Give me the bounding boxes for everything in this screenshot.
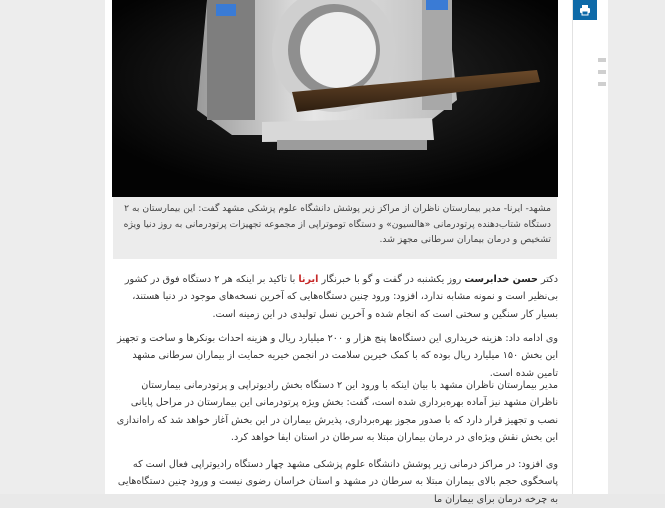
left-gutter	[0, 0, 105, 494]
p1-post: با تاکید بر اینکه هر ۲ دستگاه فوق در کشور بی‌نظیر است و نمونه مشابه ندارد، افزود: ورود چنین دستگاه‌هایی که آخرین نسخه‌های موجود در دنیا هستند، بسیار کار سنگین و سختی است که انجام شده و آخرین نسل تولیدی در این زمینه است.	[124, 274, 558, 320]
article-paragraph-3: مدیر بیمارستان ناظران مشهد با بیان اینکه با ورود این ۲ دستگاه بخش رادیوتراپی و پرتودرمانی بیمارستان ناظران مشهد نیز آماده بهره‌برداری شده است، گفت: بخش ویژه پرتودرمانی این بیمارستان در مراحل پایانی نصب و تجهیز قرار دارد که با صدور مجوز بهره‌برداری، پذیرش بیماران در این بخش آغاز خواهد شد که راه‌اندازی این بخش نقش ویژه‌ای در درمان بیماران مبتلا به سرطان در استان ایفا خواهد کرد.	[116, 380, 558, 444]
printer-icon	[579, 4, 591, 16]
rail-item-marker	[598, 70, 606, 74]
p1-pre: دکتر	[537, 274, 558, 285]
article-paragraph-4: وی افزود: در مراکز درمانی زیر پوشش دانشگاه علوم پزشکی مشهد چهار دستگاه رادیوتراپی فعال است که پاسخگوی حجم بالای بیماران مبتلا به سرطان در مشهد و استان خراسان رضوی نیست و ورود چنین دستگاه‌هایی به چرخه درمان برای بیماران ما	[117, 459, 558, 505]
rail-item-marker	[598, 82, 606, 86]
print-button[interactable]	[573, 0, 597, 20]
article-paragraph-2: وی ادامه داد: هزینه خریداری این دستگاه‌ها پنج هزار و ۲۰۰ میلیارد ریال و هزینه احداث بونکرها و ساخت و تجهیز این بخش ۱۵۰ میلیارد ریال بوده که با کمک خیرین سلامت در انجمن خیریه حمایت از بیماران سرطانی مشهد تامین شده است.	[117, 333, 558, 379]
article-paragraph-1	[112, 271, 558, 323]
article-hero-image	[112, 0, 558, 197]
person-name-link[interactable]: حسن خدابرست	[464, 274, 538, 285]
p1-mid: روز یکشنبه در گفت و گو با خبرنگار	[318, 274, 465, 285]
rail-item-marker	[598, 58, 606, 62]
radiotherapy-machine-image	[112, 0, 558, 197]
agency-link[interactable]: ایرنا	[298, 274, 319, 285]
right-gutter	[608, 0, 665, 494]
share-toolbar	[572, 0, 609, 494]
image-caption: مشهد- ایرنا- مدیر بیمارستان ناظران از مراکز زیر پوشش دانشگاه علوم پزشکی مشهد گفت: این بیمارستان به ۲ دستگاه شتاب‌دهنده پرتودرمانی «هالسیون» و دستگاه توموتراپی از مجموعه تجهیزات پرتودرمانی به روز دنیا ویژه تشخیص و درمان بیماران سرطانی مجهز شد.	[113, 197, 557, 259]
